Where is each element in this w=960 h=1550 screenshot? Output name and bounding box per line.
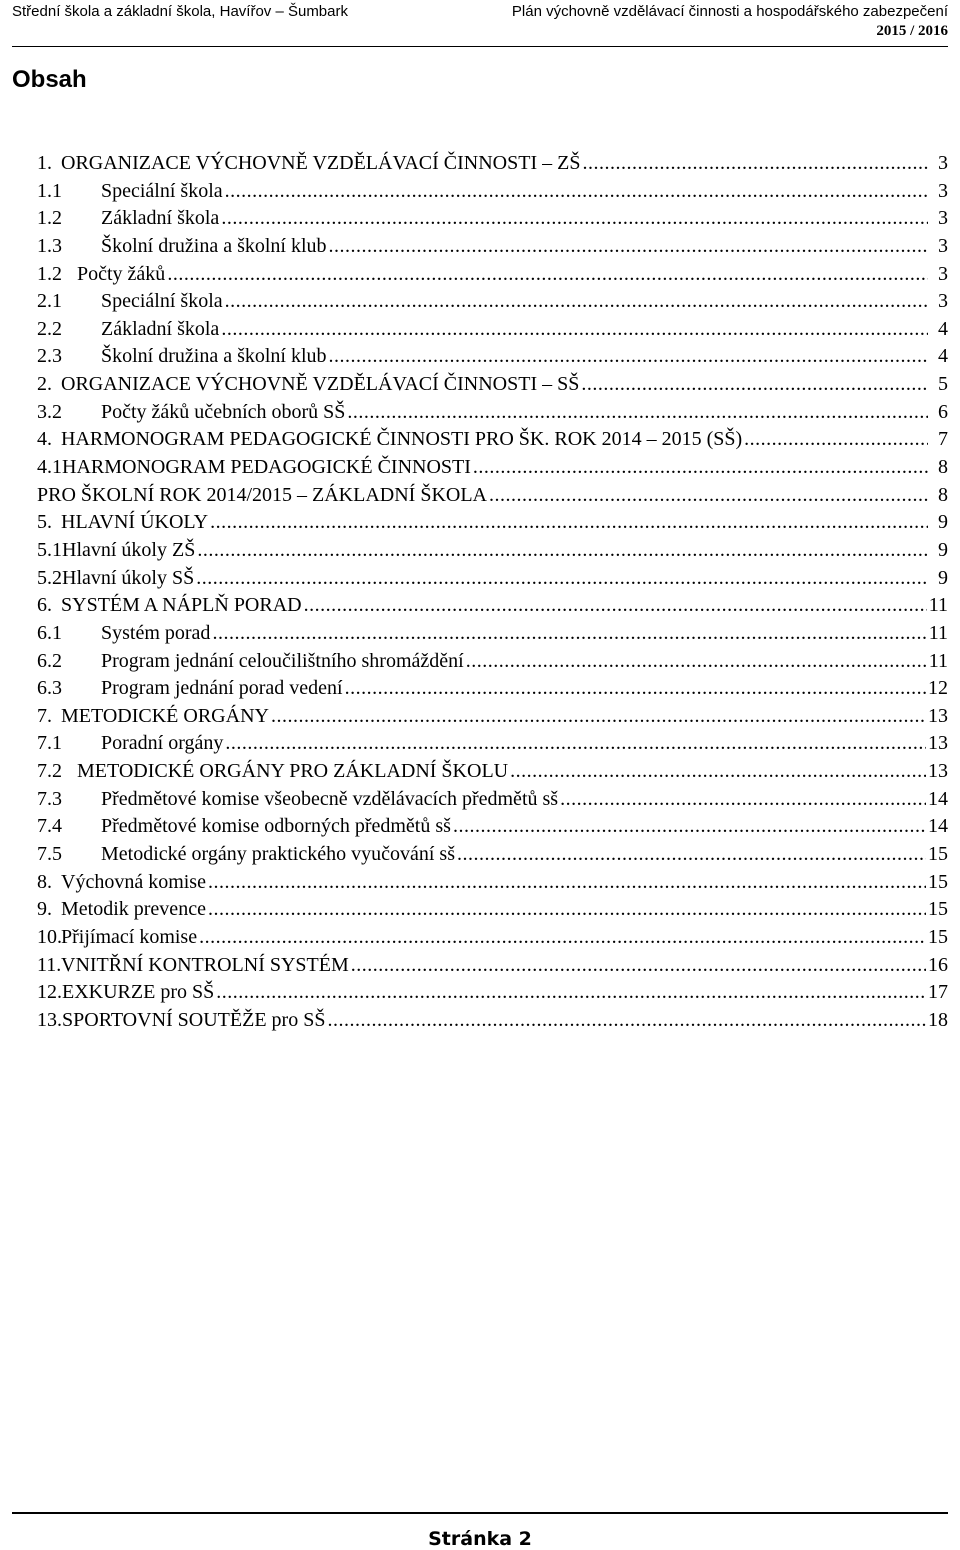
page-header: [12, 0, 948, 47]
toc-entry[interactable]: [37, 371, 948, 399]
header-plan-title: Plán výchovně vzdělávací činnosti a hospodářského zabezpečení: [511, 3, 948, 20]
toc-entry-page: 5: [938, 373, 948, 396]
toc-entry-label: Systém porad: [101, 621, 211, 644]
toc-entry-label: Poradní orgány: [101, 732, 224, 755]
toc-entry-label: Počty žáků učebních oborů SŠ: [101, 400, 346, 423]
toc-leader-dots: [221, 316, 928, 344]
toc-entry-page: 8: [938, 483, 948, 506]
toc-entry-number: 7.: [37, 704, 52, 727]
toc-leader-dots: [351, 952, 926, 980]
toc-entry-number: 5.2: [37, 566, 62, 589]
toc-entry-number: 11.: [37, 953, 62, 976]
toc-entry[interactable]: [37, 869, 948, 897]
toc-entry[interactable]: [37, 426, 948, 454]
toc-entry-page: 13: [928, 760, 948, 783]
toc-entry-label: SPORTOVNÍ SOUTĚŽE pro SŠ: [62, 1008, 326, 1031]
toc-entry[interactable]: [37, 675, 948, 703]
toc-leader-dots: [345, 675, 926, 703]
toc-leader-dots: [216, 979, 926, 1007]
toc-leader-dots: [196, 565, 928, 593]
toc-entry-label: VNITŘNÍ KONTROLNÍ SYSTÉM: [61, 953, 349, 976]
toc-entry-page: 13: [928, 704, 948, 727]
toc-entry[interactable]: [37, 399, 948, 427]
toc-entry-number: 8.: [37, 870, 52, 893]
toc-entry[interactable]: [37, 952, 948, 980]
toc-entry-page: 12: [928, 677, 948, 700]
toc-entry-number: 2.2: [37, 317, 62, 340]
toc-entry[interactable]: [37, 482, 948, 510]
toc-entry[interactable]: [37, 233, 948, 261]
toc-leader-dots: [582, 150, 928, 178]
toc-entry-label: Přijímací komise: [61, 925, 198, 948]
toc-entry[interactable]: [37, 896, 948, 924]
toc-entry[interactable]: [37, 758, 948, 786]
toc-entry[interactable]: [37, 730, 948, 758]
toc-entry-number: 7.4: [37, 815, 62, 838]
toc-entry-label: SYSTÉM A NÁPLŇ PORAD: [61, 594, 302, 617]
toc-entry-label: ORGANIZACE VÝCHOVNĚ VZDĚLÁVACÍ ČINNOSTI – SŠ: [61, 373, 580, 396]
toc-leader-dots: [473, 454, 928, 482]
toc-leader-dots: [271, 703, 926, 731]
toc-entry-label: Hlavní úkoly SŠ: [62, 566, 195, 589]
header-school-name: Střední škola a základní škola, Havířov – Šumbark: [12, 3, 348, 20]
toc-entry-label: Speciální škola: [101, 179, 223, 202]
toc-entry-number: 1.2: [37, 207, 62, 230]
toc-entry-page: 13: [928, 732, 948, 755]
toc-leader-dots: [489, 482, 928, 510]
toc-leader-dots: [210, 509, 928, 537]
toc-entry[interactable]: [37, 537, 948, 565]
toc-leader-dots: [197, 537, 928, 565]
toc-leader-dots: [212, 620, 926, 648]
toc-entry-number: 1.: [37, 152, 52, 174]
toc-entry[interactable]: [37, 316, 948, 344]
toc-entry-label: METODICKÉ ORGÁNY: [61, 704, 269, 727]
toc-entry-page: 14: [928, 787, 948, 810]
toc-entry-number: 4.1: [37, 456, 62, 479]
toc-leader-dots: [221, 205, 928, 233]
toc-entry-page: 3: [938, 207, 948, 230]
toc-entry[interactable]: [37, 703, 948, 731]
toc-leader-dots: [167, 261, 928, 289]
toc-entry-label: HARMONOGRAM PEDAGOGICKÉ ČINNOSTI PRO ŠK. ROK 2014 – 2015 (SŠ): [61, 428, 743, 451]
toc-entry-page: 11: [928, 621, 948, 644]
toc-entry-number: 2.1: [37, 290, 62, 313]
toc-entry-number: 6.3: [37, 677, 62, 700]
toc-entry-page: 3: [938, 179, 948, 202]
toc-entry-number: 4.: [37, 428, 52, 451]
toc-entry-number: 13.: [37, 1008, 62, 1031]
toc-entry-label: Předmětové komise odborných předmětů sš: [101, 815, 451, 838]
toc-entry[interactable]: [37, 648, 948, 676]
toc-entry-page: 15: [928, 870, 948, 893]
toc-entry-label: Předmětové komise všeobecně vzdělávacích předmětů sš: [101, 787, 559, 810]
toc-entry-label: Výchovná komise: [61, 870, 206, 893]
toc-entry-page: 3: [938, 262, 948, 285]
toc-entry[interactable]: [37, 786, 948, 814]
toc-leader-dots: [327, 1007, 926, 1035]
toc-entry-label: Metodické orgány praktického vyučování sš: [101, 843, 455, 866]
toc-entry-label: Školní družina a školní klub: [101, 345, 327, 368]
toc-entry-label: ORGANIZACE VÝCHOVNĚ VZDĚLÁVACÍ ČINNOSTI – ZŠ: [61, 152, 581, 174]
toc-leader-dots: [581, 371, 928, 399]
toc-entry-number: 5.: [37, 511, 52, 534]
toc-entry-label: Program jednání celoučilištního shromáždění: [101, 649, 464, 672]
toc-entry-number: 5.1: [37, 538, 62, 561]
header-school-year: 2015 / 2016: [876, 23, 948, 39]
toc-entry-label: PRO ŠKOLNÍ ROK 2014/2015 – ZÁKLADNÍ ŠKOLA: [37, 483, 487, 506]
toc-entry-label: HLAVNÍ ÚKOLY: [61, 511, 209, 534]
toc-entry-number: 7.2: [37, 760, 62, 783]
toc-entry-number: 2.: [37, 373, 52, 396]
toc-entry-label: Základní škola: [101, 317, 220, 340]
toc-entry-label: Základní škola: [101, 207, 220, 230]
toc-entry-page: 9: [938, 511, 948, 534]
toc-entry-number: 3.2: [37, 400, 62, 423]
toc-leader-dots: [329, 343, 928, 371]
toc-entry[interactable]: [37, 509, 948, 537]
toc-entry-page: 14: [928, 815, 948, 838]
toc-leader-dots: [225, 178, 928, 206]
toc-entry[interactable]: [37, 813, 948, 841]
toc-leader-dots: [466, 648, 927, 676]
toc-entry[interactable]: [37, 178, 948, 206]
toc-entry-page: 15: [928, 898, 948, 921]
toc-entry-page: 6: [938, 400, 948, 423]
toc-entry-label: Školní družina a školní klub: [101, 234, 327, 257]
toc-entry-number: 10.: [37, 925, 62, 948]
toc-leader-dots: [225, 730, 926, 758]
toc-entry-page: 11: [928, 649, 948, 672]
toc-entry-page: 7: [938, 428, 948, 451]
toc-entry-label: Speciální škola: [101, 290, 223, 313]
toc-entry-number: 6.1: [37, 621, 62, 644]
toc-entry-number: 2.3: [37, 345, 62, 368]
toc-leader-dots: [225, 288, 928, 316]
page-footer: [12, 1512, 948, 1550]
toc-entry[interactable]: [37, 592, 948, 620]
toc-entry[interactable]: [37, 620, 948, 648]
table-of-contents: [37, 150, 948, 1035]
toc-entry-number: 9.: [37, 898, 52, 921]
toc-entry[interactable]: [37, 924, 948, 952]
toc-entry-page: 9: [938, 538, 948, 561]
toc-entry-page: 16: [928, 953, 948, 976]
toc-entry[interactable]: [37, 565, 948, 593]
toc-entry-label: Metodik prevence: [61, 898, 206, 921]
toc-entry-label: Počty žáků: [77, 262, 166, 285]
toc-entry-label: HARMONOGRAM PEDAGOGICKÉ ČINNOSTI: [62, 456, 471, 479]
toc-entry-label: Hlavní úkoly ZŠ: [62, 538, 196, 561]
toc-leader-dots: [199, 924, 926, 952]
toc-entry-page: 15: [928, 925, 948, 948]
toc-entry[interactable]: [37, 454, 948, 482]
toc-entry-page: 3: [938, 152, 948, 174]
toc-leader-dots: [304, 592, 927, 620]
toc-entry[interactable]: [37, 1007, 948, 1035]
toc-entry-number: 7.1: [37, 732, 62, 755]
toc-leader-dots: [453, 813, 926, 841]
toc-entry-page: 4: [938, 345, 948, 368]
toc-entry-label: Program jednání porad vedení: [101, 677, 343, 700]
toc-entry-page: 17: [928, 981, 948, 1004]
toc-entry-number: 1.3: [37, 234, 62, 257]
toc-entry-page: 3: [938, 234, 948, 257]
toc-leader-dots: [744, 426, 928, 454]
toc-entry-page: 15: [928, 843, 948, 866]
toc-entry[interactable]: [37, 288, 948, 316]
toc-title: Obsah: [12, 66, 87, 93]
toc-leader-dots: [329, 233, 928, 261]
toc-entry-number: 7.5: [37, 843, 62, 866]
toc-entry-label: EXKURZE pro SŠ: [62, 981, 215, 1004]
toc-leader-dots: [347, 399, 928, 427]
toc-leader-dots: [457, 841, 926, 869]
toc-entry-page: 11: [928, 594, 948, 617]
toc-entry[interactable]: [37, 841, 948, 869]
toc-entry-number: 12.: [37, 981, 62, 1004]
toc-entry[interactable]: [37, 979, 948, 1007]
toc-entry-number: 7.3: [37, 787, 62, 810]
page-number: Stránka 2: [428, 1528, 532, 1550]
toc-leader-dots: [560, 786, 926, 814]
toc-entry[interactable]: [37, 343, 948, 371]
toc-entry[interactable]: [37, 150, 948, 178]
toc-entry-page: 8: [938, 456, 948, 479]
toc-leader-dots: [208, 869, 926, 897]
toc-entry-label: METODICKÉ ORGÁNY PRO ZÁKLADNÍ ŠKOLU: [77, 760, 509, 783]
toc-entry-number: 1.2: [37, 262, 62, 285]
toc-leader-dots: [510, 758, 926, 786]
toc-entry-page: 9: [938, 566, 948, 589]
toc-entry-page: 4: [938, 317, 948, 340]
toc-entry[interactable]: [37, 205, 948, 233]
toc-entry-number: 1.1: [37, 179, 62, 202]
toc-entry-number: 6.: [37, 594, 52, 617]
toc-entry-page: 3: [938, 290, 948, 313]
toc-entry[interactable]: [37, 261, 948, 289]
toc-leader-dots: [208, 896, 926, 924]
toc-entry-page: 18: [928, 1008, 948, 1031]
toc-entry-number: 6.2: [37, 649, 62, 672]
